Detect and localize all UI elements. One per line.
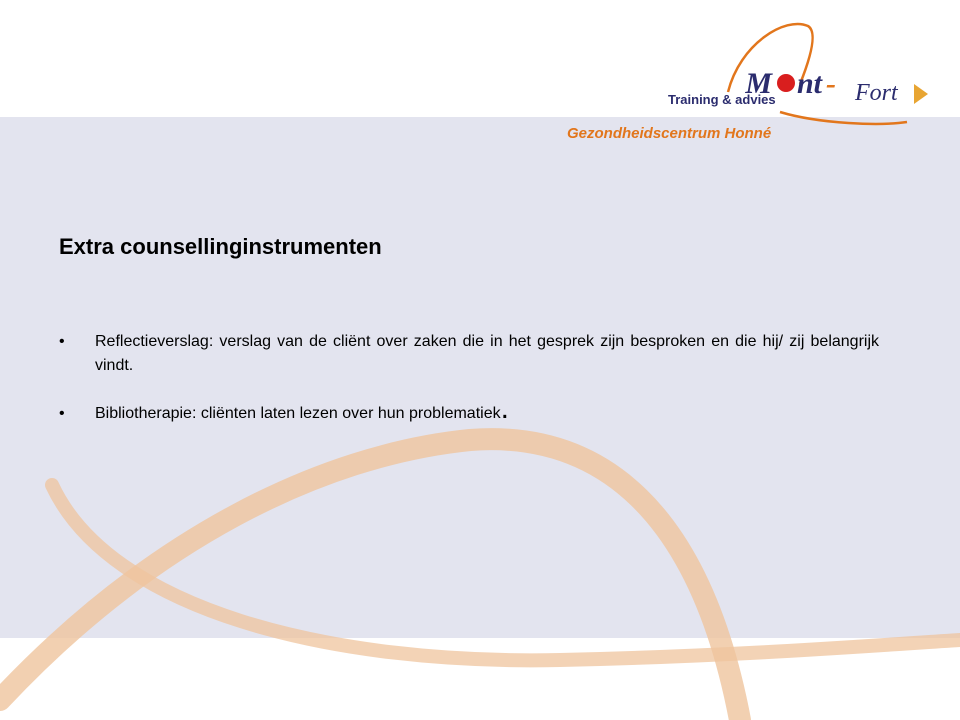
logo-swoosh: [660, 14, 940, 126]
logo-dash: -: [826, 67, 836, 100]
bullet-item: [59, 330, 879, 378]
arc-lower: [52, 485, 960, 660]
logo-subtitle: Gezondheidscentrum Honné: [567, 125, 772, 142]
bullet-item: [59, 392, 879, 426]
logo-nt: nt: [797, 67, 823, 100]
logo-fort: Fort: [855, 80, 898, 106]
bullet-list: [59, 330, 879, 450]
logo-tagline: Training & advies: [668, 92, 776, 107]
bullet-text: Reflectieverslag: verslag van de cliënt over zaken die in het gesprek zijn besproken en die hij/ zij belangrijk vindt.: [95, 333, 879, 374]
logo-m: M: [745, 67, 772, 100]
bullet-marker: •: [59, 333, 65, 350]
logo-dot: [777, 74, 795, 92]
mont-fort-logo: [660, 14, 940, 126]
bullet-end-mark: .: [500, 392, 509, 425]
bullet-marker: •: [59, 405, 65, 422]
triangle-right-icon: [914, 84, 928, 104]
arc-upper: [0, 439, 740, 720]
slide-title: Extra counsellinginstrumenten: [59, 234, 382, 259]
logo-swoosh-lower: [780, 112, 907, 124]
bullet-text: Bibliotherapie: cliënten laten lezen over hun problematiek: [95, 405, 501, 422]
